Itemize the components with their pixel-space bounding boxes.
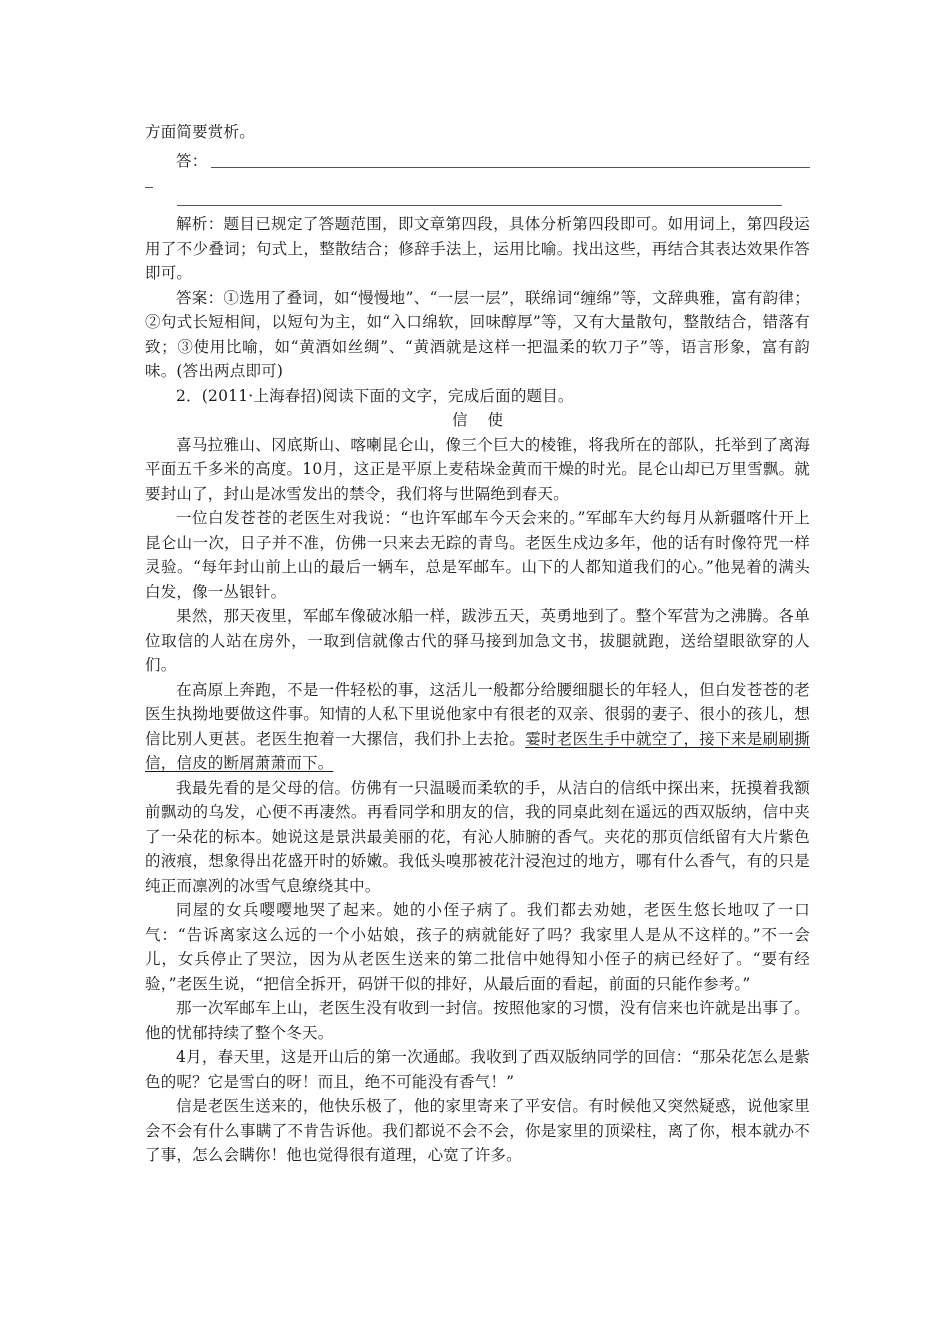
story-paragraph-4-text: 在高原上奔跑，不是一件轻松的事，这活儿一般都分给腰细腿长的年轻人，但白发苍苍的老医生执拗地要做这件事。知情的人私下里说他家中有很老的双亲、很弱的妻子、很小的孩儿，想信比别人更甚。老医生抱着一大摞信，我们扑上去抢。 — [145, 680, 810, 748]
answer-blank-rule-2[interactable] — [177, 205, 782, 206]
story-paragraph-2: 一位白发苍苍的老医生对我说：“也许军邮车今天会来的。”军邮车大约每月从新疆喀什开上昆仑山一次，日子并不准，仿佛一只来去无踪的青鸟。老医生戍边多年，他的话有时像符咒一样灵验。“每年封山前上山的最后一辆车，总是军邮车。山下的人都知道我们的心。”他晃着的满头白发，像一丛银针。 — [145, 509, 810, 601]
intro-tail-text: 方面简要赏析。 — [145, 123, 255, 141]
answer-dash-stub — [145, 173, 810, 195]
dash-mark — [145, 187, 153, 188]
answer-paragraph: 答案：①选用了叠词，如“慢慢地”、“一层一层”，联绵词“缠绵”等，文辞典雅，富有韵律；②句式长短相间，以短句为主，如“入口绵软，回味醇厚”等，又有大量散句，整散结合，错落有致；③使用比喻，如“黄酒如丝绸”、“黄酒就是这样一把温柔的软刀子”等，语言形象，富有韵味。(答出两点即可) — [145, 288, 810, 380]
story-title: 信使 — [451, 411, 523, 429]
question-2-heading: 2．(2011·上海春招)阅读下面的文字，完成后面的题目。 — [176, 386, 574, 405]
answer-blank-rule[interactable] — [211, 167, 810, 168]
answer-label: 答： — [176, 151, 208, 170]
story-paragraph-7: 那一次军邮车上山，老医生没有收到一封信。按照他家的习惯，没有信来也许就是出事了。他的忧郁持续了整个冬天。 — [145, 999, 810, 1042]
story-paragraph-3: 果然，那天夜里，军邮车像破冰船一样，跋涉五天，英勇地到了。整个军营为之沸腾。各单位取信的人站在房外，一取到信就像古代的驿马接到加急文书，拔腿就跑，送给望眼欲穿的人们。 — [145, 607, 810, 674]
document-page — [145, 120, 810, 1168]
story-paragraph-4 — [145, 678, 810, 776]
story-paragraph-8: 4月，春天里，这是开山后的第一次通邮。我收到了西双版纳同学的回信：“那朵花怎么是紫色的呢？它是雪白的呀！而且，绝不可能没有香气！” — [145, 1048, 810, 1091]
story-paragraph-6: 同屋的女兵嘤嘤地哭了起来。她的小侄子病了。我们都去劝她，老医生悠长地叹了一口气：“告诉离家这么远的一个小姑娘，孩子的病就能好了吗？我家里人是从不这样的。”不一会儿，女兵停止了哭泣，因为从老医生送来的第二批信中她得知小侄子的病已经好了。“要有经验，”老医生说，“把信全拆开，码饼干似的排好，从最后面的看起，前面的只能作参考。” — [145, 901, 810, 993]
answer-line — [145, 149, 810, 174]
story-paragraph-5: 我最先看的是父母的信。仿佛有一只温暖而柔软的手，从洁白的信纸中探出来，抚摸着我额前飘动的乌发，心便不再凄然。再看同学和朋友的信，我的同桌此刻在遥远的西双版纳，信中夹了一朵花的标本。她说这是景洪最美丽的花，有沁人肺腑的香气。夹花的那页信纸留有大片紫色的液痕，想象得出花盛开时的娇嫩。我低头嗅那被花汁浸泡过的地方，哪有什么香气，有的只是纯正而凛冽的冰雪气息缭绕其中。 — [145, 778, 810, 895]
underlined-sentence: 霎时老医生手中就空了，接下来是刷刷撕信，信皮的断屑萧萧而下。 — [145, 729, 810, 772]
story-paragraph-1: 喜马拉雅山、冈底斯山、喀喇昆仑山，像三个巨大的棱锥，将我所在的部队，托举到了离海平面五千多米的高度。10月，这正是平原上麦秸垛金黄而干燥的时光。昆仑山却已万里雪飘。就要封山了，封山是冰雪发出的禁令，我们将与世隔绝到春天。 — [145, 435, 810, 503]
story-paragraph-9: 信是老医生送来的，他快乐极了，他的家里寄来了平安信。有时候他又突然疑惑，说他家里会不会有什么事瞒了不肯告诉他。我们都说不会不会，你是家里的顶梁柱，离了你，根本就办不了事，怎么会瞒你！他也觉得很有道理，心宽了许多。 — [145, 1097, 810, 1164]
analysis-paragraph: 解析：题目已规定了答题范围，即文章第四段，具体分析第四段即可。如用词上，第四段运用了不少叠词；句式上，整散结合；修辞手法上，运用比喻。找出这些，再结合其表达效果作答即可。 — [145, 215, 810, 282]
